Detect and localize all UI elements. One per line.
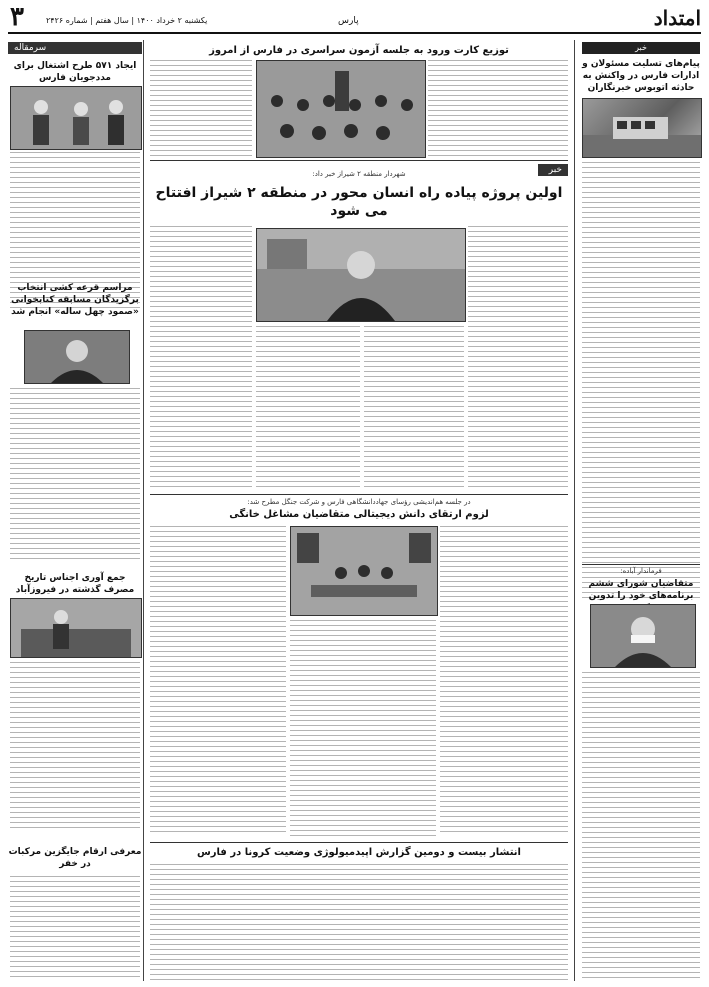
- mid-story-body-col1: [440, 526, 568, 836]
- lead-story-tag: خبر: [538, 164, 568, 176]
- divider: [150, 842, 568, 843]
- page-header: [8, 2, 701, 34]
- aid-workers-photo: [10, 86, 142, 150]
- lead-story-body-col1: [468, 226, 568, 488]
- top-story-body-left: [150, 60, 252, 156]
- left-story4-body: [10, 876, 140, 980]
- right-story2-title: متقاضیان شورای ششم برنامه‌های خود را تدوین: [588, 579, 694, 601]
- column-divider: [143, 40, 144, 981]
- lead-story-title: اولین پروژه پیاده راه انسان محور در منطقه ۲ شیراز افتتاح می شود: [155, 185, 563, 219]
- top-story-body-right: [428, 60, 568, 156]
- lead-story-body-col4: [150, 226, 252, 488]
- left-story1-title: ایجاد ۵۷۱ طرح اشتغال برای مددجویان فارس: [13, 61, 137, 83]
- issue-date: یکشنبه ۲ خرداد ۱۴۰۰ | سال هفتم | شماره ۲۴۲۶: [46, 16, 208, 25]
- left-column-tag: سرمقاله: [8, 42, 142, 54]
- left-story4-title: معرفی ارقام جایگزین مرکبات در خفر: [8, 847, 142, 869]
- inspection-photo: [10, 598, 142, 658]
- left-story2-body: [10, 388, 140, 560]
- divider: [150, 494, 568, 495]
- right-story1-title: پیام‌های تسلیت مسئولان و ادارات فارس در واکنش به حادثه اتوبوس خبرنگاران: [582, 59, 700, 93]
- mid-story-body-col3: [150, 526, 286, 836]
- official-portrait-photo: [590, 604, 696, 668]
- left-story2-title: مراسم قرعه کشی انتخاب برگزیدگان مسابقه کتابخوانی «صمود چهل ساله» انجام شد: [11, 283, 139, 317]
- meeting-photo: [290, 526, 438, 616]
- lead-story-body-col2: [364, 326, 464, 488]
- mayor-photo: [256, 228, 466, 322]
- lead-story-body-col3: [256, 326, 360, 488]
- right-story1-body: [582, 162, 700, 598]
- right-story2-body: [582, 672, 700, 980]
- section-name: پارس: [338, 16, 359, 26]
- right-story2-kicker: فرماندار آباده:: [620, 567, 662, 575]
- right-column-tag: خبر: [582, 42, 700, 54]
- mid-story-body-col2: [290, 620, 436, 836]
- masthead-logo: امتداد: [653, 6, 701, 30]
- divider: [582, 564, 700, 565]
- left-story3-body: [10, 662, 140, 832]
- exam-hall-photo: [256, 60, 426, 158]
- mid-story-kicker: در جلسه هم‌اندیشی رؤسای جهاددانشگاهی فارس و شرکت جنگل مطرح شد:: [247, 498, 471, 506]
- lead-story-kicker: شهردار منطقه ۲ شیراز خبر داد:: [312, 170, 406, 178]
- bus-accident-photo: [582, 98, 702, 158]
- divider: [150, 160, 568, 161]
- column-divider: [574, 40, 575, 981]
- page-number: ۳: [10, 2, 24, 32]
- bottom-story-title: انتشار بیست و دومین گزارش اپیدمیولوژی وضعیت کرونا در فارس: [197, 847, 521, 858]
- speaker-photo: [24, 330, 130, 384]
- top-story-title: توزیع کارت ورود به جلسه آزمون سراسری در فارس از امروز: [209, 45, 509, 56]
- left-story3-title: جمع آوری اجناس تاریخ مصرف گذشته در فیروزآباد: [15, 573, 135, 595]
- bottom-story-body: [150, 864, 568, 982]
- mid-story-title: لزوم ارتقای دانش دیجیتالی متقاضیان مشاغل خانگی: [229, 509, 489, 520]
